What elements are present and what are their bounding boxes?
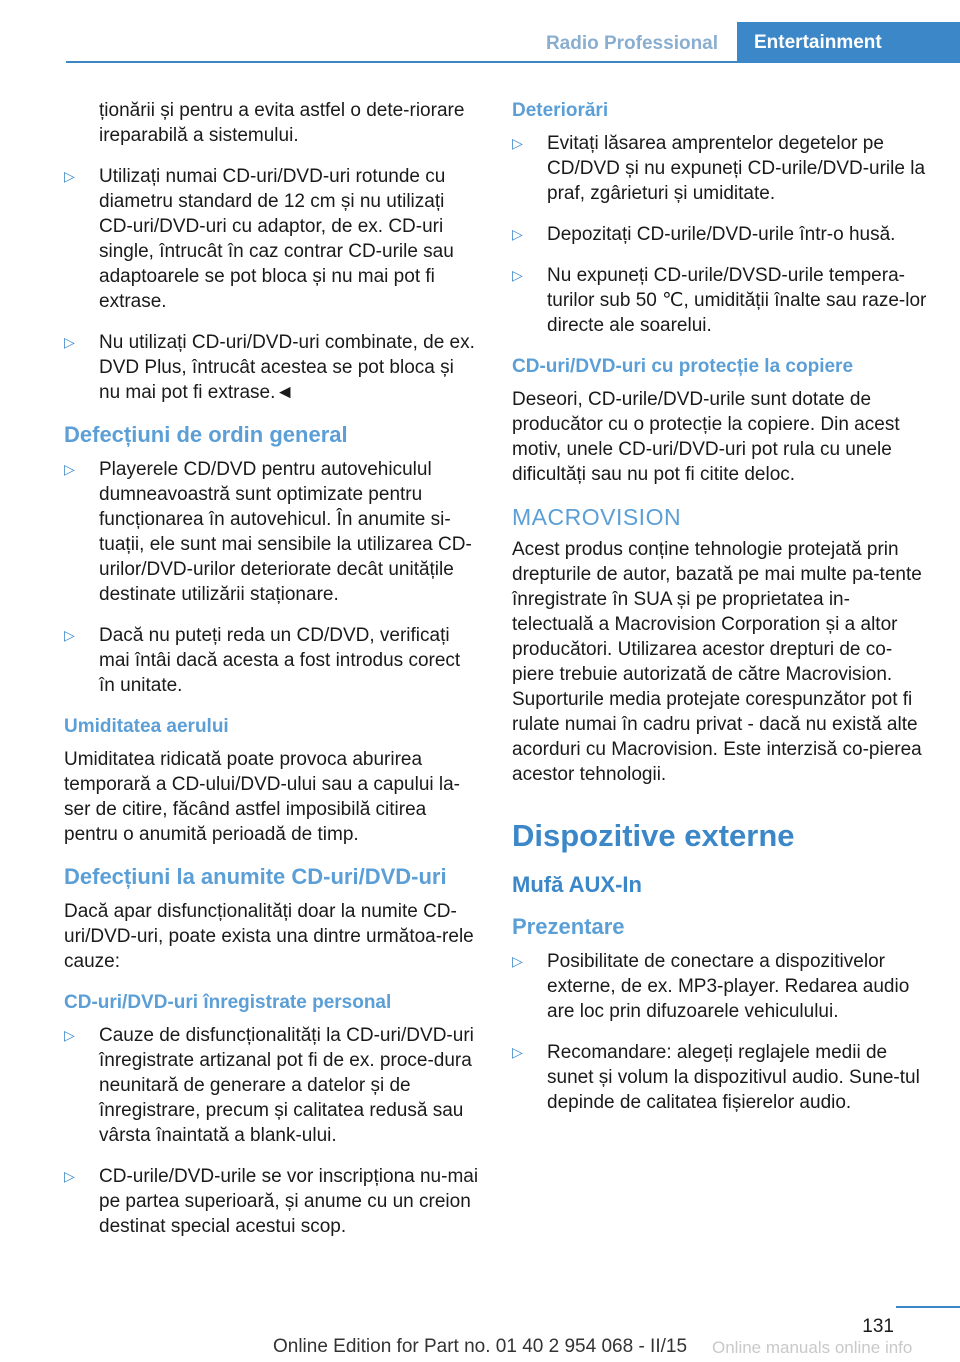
triangle-bullet-icon: ▷ — [64, 627, 75, 643]
list-item-text: Depozitați CD-urile/DVD-urile într-o husă. — [547, 224, 896, 245]
heading-humidity: Umiditatea aerului — [64, 716, 229, 737]
triangle-bullet-icon: ▷ — [512, 226, 523, 242]
heading-aux-in: Mufă AUX-In — [512, 872, 642, 897]
triangle-bullet-icon: ▷ — [512, 267, 523, 283]
list-item — [64, 1164, 479, 1239]
list-item-text: Nu utilizați CD-uri/DVD-uri combinate, de ex. DVD Plus, întrucât acestea se pot bloca și nu mai pot fi extrase.◄ — [99, 332, 475, 403]
heading-personal-discs: CD-uri/DVD-uri înregistrate personal — [64, 992, 392, 1013]
edition-note: Online Edition for Part no. 01 40 2 954 068 - II/15 — [272, 1336, 688, 1357]
list-item-text: Recomandare: alegeți reglajele medii de sunet și volum la dispozitivul audio. Sune-tul depinde de calitatea fișierelor audio. — [547, 1042, 920, 1113]
tab-entertainment[interactable]: Entertainment — [737, 22, 960, 62]
triangle-bullet-icon: ▷ — [64, 1027, 75, 1043]
chapter-title: Dispozitive externe — [512, 818, 795, 853]
list-item — [512, 131, 930, 206]
list-item — [64, 164, 479, 314]
right-column — [512, 98, 930, 1131]
list-item-text: Nu expuneți CD-urile/DVSD-urile tempera-turilor sub 50 ℃, umidității înalte sau raze-lor directe ale soarelui. — [547, 265, 927, 336]
list-item-text: Dacă nu puteți reda un CD/DVD, verificați mai întâi dacă acesta a fost introdus corect în unitate. — [99, 625, 461, 696]
triangle-bullet-icon: ▷ — [64, 334, 75, 350]
triangle-bullet-icon: ▷ — [512, 1044, 523, 1060]
watermark: Online manuals online info — [712, 1338, 913, 1357]
list-item-text: Utilizați numai CD-uri/DVD-uri rotunde cu diametru standard de 12 cm și nu utilizați CD-uri/DVD-uri cu adaptor, de ex. CD-uri single, întrucât în caz contrar CD-urile sau adaptoarele se pot bloca și nu mai pot fi extrase. — [99, 166, 454, 312]
list-item-text: Cauze de disfuncționalități la CD-uri/DVD-uri înregistrate artizanal pot fi de ex. proce-dura neunitară de generare a datelor și de înregistrare, precum și calitatea redusă sau vârsta înaintată a blank-ului. — [99, 1025, 474, 1146]
list-item-text: CD-urile/DVD-urile se vor inscripționa nu-mai pe partea superioară, și anume cu un creion destinat special acestui scop. — [99, 1166, 479, 1237]
triangle-bullet-icon: ▷ — [64, 1168, 75, 1184]
list-item — [64, 330, 479, 405]
list-item — [512, 263, 930, 338]
list-item-text: Playerele CD/DVD pentru autovehiculul dumneavoastră sunt optimizate pentru funcționarea în autovehicul. În anumite si-tuații, ele sunt mai sensibile la utilizarea CD-urilor/DVD-urilor deteriorate decât unitățile destinate utilizării staționare. — [99, 459, 472, 605]
list-item — [64, 1023, 479, 1148]
heading-overview: Prezentare — [512, 914, 625, 939]
macrovision-text: Acest produs conține tehnologie protejată prin drepturile de autor, bazată pe mai multe pa-tente înregistrate în SUA și pe proprietatea in-telectuală a Macrovision Corporation și a altor producători. Utilizarea acestor drepturi de co-piere trebuie autorizată de către Macrovision. Suporturile media protejate corespunzător pot fi rulate numai în cadru privat - dacă nu există alte acorduri cu Macrovision. Este interzisă co-pierea acestor tehnologii. — [512, 539, 922, 785]
heading-general-faults: Defecțiuni de ordin general — [64, 422, 348, 447]
list-item — [512, 949, 930, 1024]
list-item-text: Evitați lăsarea amprentelor degetelor pe CD/DVD și nu expuneți CD-urile/DVD-urile la praf, zgârieturi și umiditate. — [547, 133, 926, 204]
triangle-bullet-icon: ▷ — [512, 953, 523, 969]
header-rule — [66, 61, 960, 63]
triangle-bullet-icon: ▷ — [64, 461, 75, 477]
humidity-text: Umiditatea ridicată poate provoca aburirea temporară a CD-ului/DVD-ului sau a capului la-ser de citire, făcând astfel imposibilă citirea pentru o anumită perioadă de timp. — [64, 749, 461, 845]
triangle-bullet-icon: ▷ — [512, 135, 523, 151]
heading-specific-discs: Defecțiuni la anumite CD-uri/DVD-uri — [64, 864, 447, 889]
copy-protection-text: Deseori, CD-urile/DVD-urile sunt dotate de producător cu o protecție la copiere. Din acest motiv, unele CD-uri/DVD-uri pot rula cu unele dificultăți sau nu pot fi citite deloc. — [512, 389, 900, 485]
list-item — [64, 457, 479, 607]
left-column — [64, 98, 479, 1255]
list-item — [512, 222, 930, 247]
heading-damage: Deteriorări — [512, 100, 609, 121]
list-item — [64, 623, 479, 698]
footer-rule — [896, 1306, 960, 1308]
page-number: 131 — [862, 1316, 894, 1337]
tab-radio-professional[interactable]: Radio Professional — [545, 33, 719, 54]
page-header — [0, 0, 960, 64]
intro-continuation: ționării și pentru a evita astfel o dete-riorare ireparabilă a sistemului. — [99, 100, 465, 146]
specific-text: Dacă apar disfuncționalități doar la numite CD-uri/DVD-uri, poate exista una dintre următoa-rele cauze: — [64, 901, 474, 972]
list-item-text: Posibilitate de conectare a dispozitivelor externe, de ex. MP3-player. Redarea audio are loc prin difuzoarele vehiculului. — [547, 951, 910, 1022]
triangle-bullet-icon: ▷ — [64, 168, 75, 184]
heading-copy-protection: CD-uri/DVD-uri cu protecție la copiere — [512, 356, 854, 377]
heading-macrovision: MACROVISION — [512, 504, 682, 530]
list-item — [512, 1040, 930, 1115]
